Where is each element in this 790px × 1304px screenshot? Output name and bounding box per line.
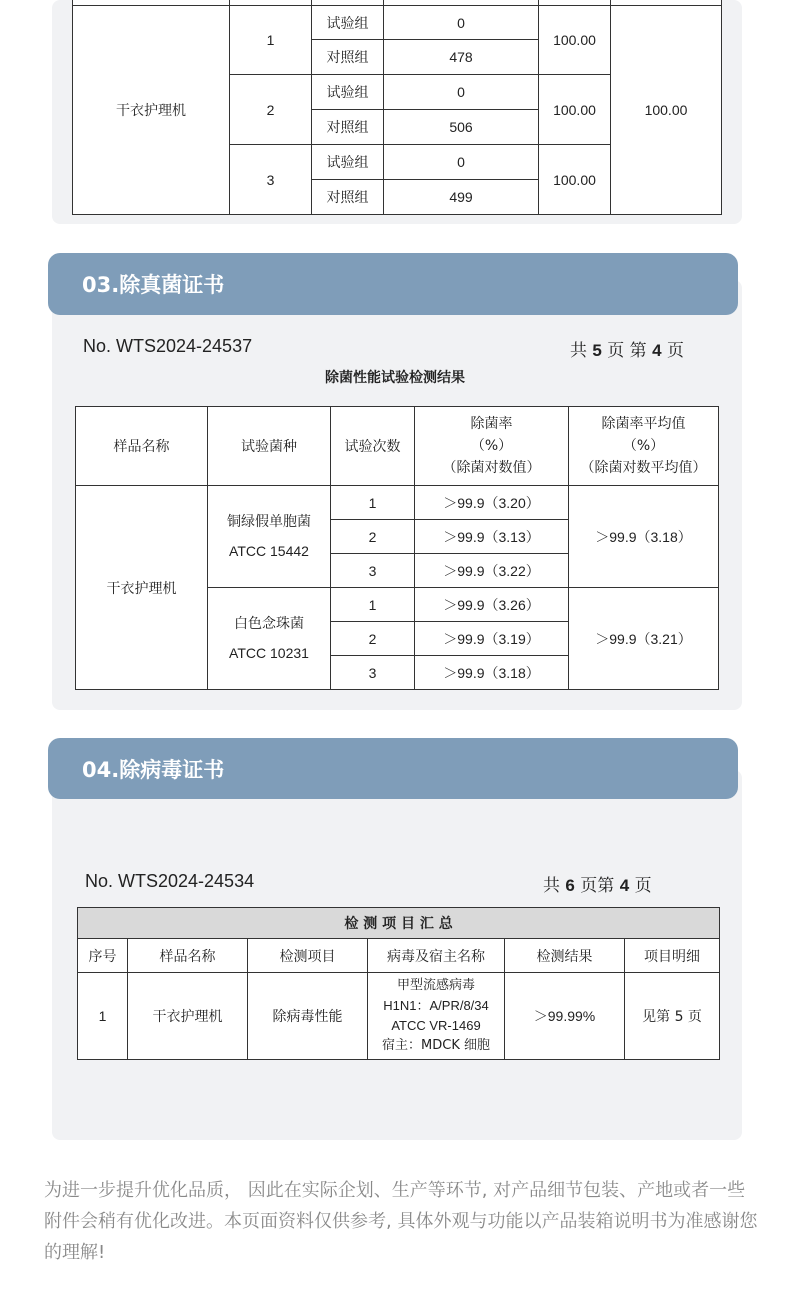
section4-banner — [48, 738, 738, 799]
s4-row-sample: 干衣护理机 — [128, 973, 248, 1060]
s3-trial-number: 3 — [331, 554, 415, 588]
s3-rate: ＞99.9（3.13） — [415, 520, 569, 554]
s1-count: 0 — [384, 75, 539, 110]
s3-header-species: 试验菌种 — [208, 407, 331, 486]
s4-doc-number: No. WTS2024-24534 — [85, 871, 255, 891]
s1-trial-number: 2 — [230, 75, 312, 145]
s4-row-item: 除病毒性能 — [248, 973, 368, 1060]
s1-sample: 干衣护理机 — [73, 6, 230, 215]
s4-header-virus: 病毒及宿主名称 — [368, 939, 505, 973]
s3-header-sample: 样品名称 — [76, 407, 208, 486]
s3-rate: ＞99.9（3.19） — [415, 622, 569, 656]
s3-trial-number: 3 — [331, 656, 415, 690]
s1-rate: 100.00 — [539, 6, 611, 75]
s3-header-rate: 除菌率 （%） （除菌对数值） — [415, 407, 569, 486]
s3-rate: ＞99.9（3.18） — [415, 656, 569, 690]
s4-row-result: ＞99.99% — [505, 973, 625, 1060]
s1-trial-number: 1 — [230, 6, 312, 75]
footer-disclaimer: 为进一步提升优化品质， 因此在实际企划、生产等环节, 对产品细节包装、产地或者一些附件会稍有优化改进。本页面资料仅供参考, 具体外观与功能以产品装箱说明书为准感谢您的理解! — [44, 1180, 758, 1263]
s4-header-no: 序号 — [78, 939, 128, 973]
s4-row-detail: 见第 5 页 — [625, 973, 720, 1060]
s3-avg: ＞99.9（3.18） — [569, 486, 719, 588]
section1-table — [72, 0, 722, 215]
s3-rate: ＞99.9（3.22） — [415, 554, 569, 588]
s3-rate: ＞99.9（3.26） — [415, 588, 569, 622]
s1-rate: 100.00 — [539, 145, 611, 215]
s4-header-sample: 样品名称 — [128, 939, 248, 973]
s4-page-info: 共 6 页第 4 页 — [543, 876, 652, 896]
s3-trial-number: 1 — [331, 486, 415, 520]
section4-table — [77, 907, 720, 1060]
s4-header-item: 检测项目 — [248, 939, 368, 973]
s3-species: 铜绿假单胞菌 ATCC 15442 — [208, 486, 331, 588]
s4-table-title: 检 测 项 目 汇 总 — [78, 908, 720, 939]
s1-group-label: 试验组 — [312, 6, 384, 40]
s3-avg: ＞99.9（3.21） — [569, 588, 719, 690]
s1-rate: 100.00 — [539, 75, 611, 145]
s1-count: 478 — [384, 40, 539, 75]
s3-species: 白色念珠菌 ATCC 10231 — [208, 588, 331, 690]
s1-trial-number: 3 — [230, 145, 312, 215]
s3-sample: 干衣护理机 — [76, 486, 208, 690]
s3-trial-number: 2 — [331, 622, 415, 656]
s3-trial-number: 1 — [331, 588, 415, 622]
s4-row-virus: 甲型流感病毒 H1N1：A/PR/8/34 ATCC VR-1469 宿主：MDCK 细胞 — [368, 973, 505, 1060]
s1-group-label: 对照组 — [312, 110, 384, 145]
s4-row-no: 1 — [78, 973, 128, 1060]
section4-title: 04.除病毒证书 — [82, 757, 225, 782]
section3-title: 03.除真菌证书 — [82, 273, 225, 297]
s1-avg: 100.00 — [611, 6, 722, 215]
s1-count: 499 — [384, 180, 539, 215]
s3-doc-title: 除菌性能试验检测结果 — [325, 370, 465, 386]
s3-header-times: 试验次数 — [331, 407, 415, 486]
s3-trial-number: 2 — [331, 520, 415, 554]
s4-header-result: 检测结果 — [505, 939, 625, 973]
s1-group-label: 对照组 — [312, 180, 384, 215]
s1-group-label: 对照组 — [312, 40, 384, 75]
section3-banner — [48, 253, 738, 315]
s1-count: 506 — [384, 110, 539, 145]
section3-table — [75, 406, 719, 690]
s3-page-info: 共 5 页 第 4 页 — [570, 341, 684, 361]
s1-group-label: 试验组 — [312, 145, 384, 180]
s3-header-avg: 除菌率平均值 （%） （除菌对数平均值） — [569, 407, 719, 486]
s1-count: 0 — [384, 6, 539, 40]
s1-group-label: 试验组 — [312, 75, 384, 110]
s4-header-detail: 项目明细 — [625, 939, 720, 973]
s1-count: 0 — [384, 145, 539, 180]
s3-doc-number: No. WTS2024-24537 — [83, 336, 253, 356]
s3-rate: ＞99.9（3.20） — [415, 486, 569, 520]
